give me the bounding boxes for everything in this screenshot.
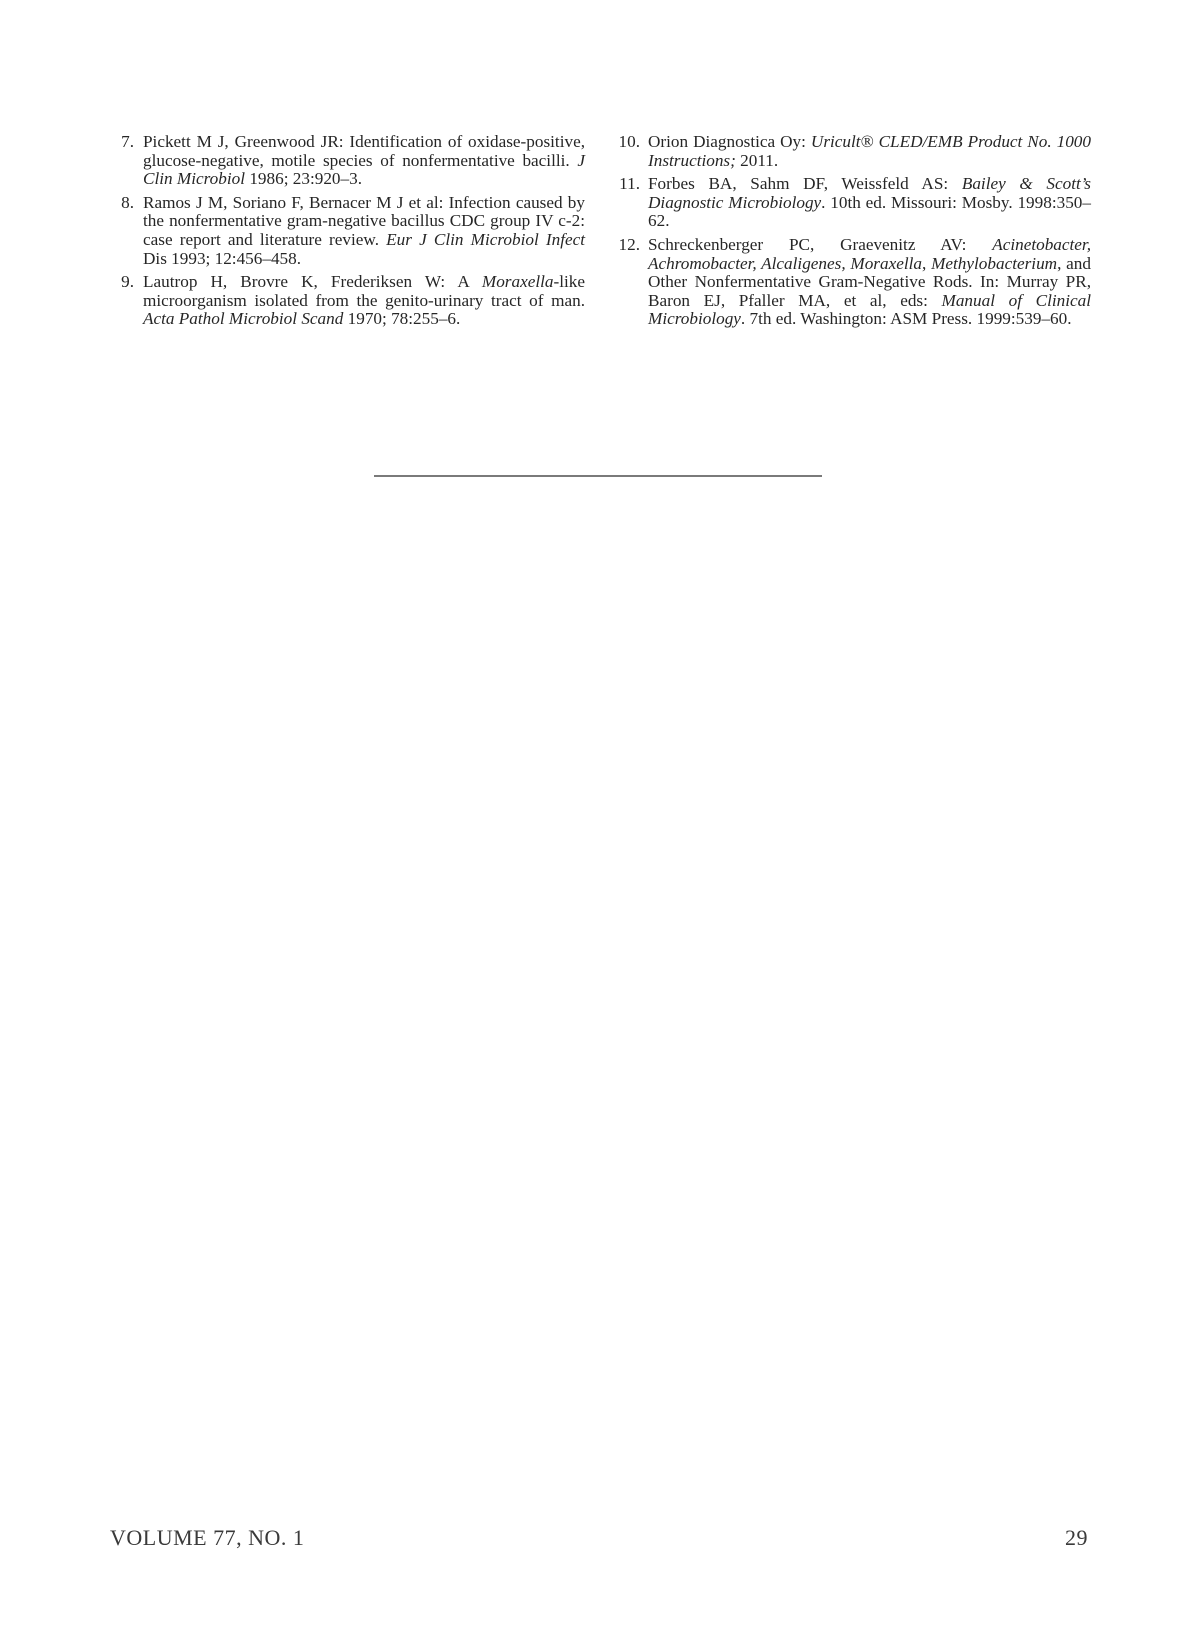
reference-number: 10. bbox=[618, 132, 640, 151]
reference-segment: 1970; 78:255–6. bbox=[343, 309, 461, 329]
reference-segment: , and Other Nonfermentative Gram-Negative Rods. In: Murray PR, Baron EJ, Pfaller MA, et al, eds: bbox=[648, 253, 1091, 310]
reference-text bbox=[143, 132, 585, 188]
reference-segment: . 7th ed. Washington: ASM Press. 1999:539–60. bbox=[740, 309, 1072, 329]
reference-segment: Schreckenberger PC, Graevenitz AV: bbox=[648, 234, 993, 254]
reference-segment: , bbox=[922, 253, 932, 273]
reference-number: 7. bbox=[121, 132, 134, 151]
reference-segment: -like microorganism isolated from the genito-urinary tract of man. bbox=[143, 272, 585, 310]
reference-text bbox=[648, 132, 1091, 170]
reference-segment: Pickett M J, Greenwood JR: Identification of oxidase-positive, glucose-negative, motile species of nonfermentative bacilli. bbox=[143, 132, 585, 170]
reference-number: 12. bbox=[618, 234, 640, 254]
reference-segment: Orion Diagnostica Oy: bbox=[648, 132, 811, 151]
reference-segment: 1986; 23:920–3. bbox=[245, 169, 362, 189]
reference-item bbox=[612, 236, 1091, 329]
reference-segment: Lautrop H, Brovre K, Frederiksen W: A bbox=[143, 272, 482, 292]
section-divider bbox=[374, 475, 822, 477]
reference-italic-segment: Uricult® CLED/EMB Product No. 1000 Instructions; bbox=[648, 132, 1091, 170]
reference-item bbox=[612, 175, 1091, 231]
reference-italic-segment: J Clin Microbiol bbox=[143, 150, 585, 189]
reference-italic-segment: Methylobacterium bbox=[931, 253, 1058, 273]
reference-segment: Dis 1993; 12:456–458. bbox=[143, 248, 302, 268]
reference-item bbox=[110, 133, 585, 189]
reference-italic-segment: Bailey & Scott’s Diagnostic Microbiology bbox=[648, 174, 1091, 212]
reference-text bbox=[648, 174, 1091, 230]
reference-italic-segment: Manual of Clinical Microbiology bbox=[648, 290, 1091, 329]
footer-journal-volume: VOLUME 77, NO. 1 bbox=[110, 1525, 305, 1550]
references-right-column bbox=[612, 133, 1091, 334]
reference-italic-segment: Acta Pathol Microbiol Scand bbox=[143, 309, 344, 329]
reference-item bbox=[110, 194, 585, 268]
reference-text bbox=[143, 193, 585, 268]
reference-italic-segment: Acinetobacter, Achromobacter, Alcaligenes, Moraxella bbox=[648, 234, 1091, 273]
reference-number: 11. bbox=[619, 174, 640, 194]
reference-number: 8. bbox=[121, 192, 134, 212]
reference-italic-segment: Moraxella bbox=[481, 272, 554, 292]
reference-text bbox=[143, 272, 585, 328]
reference-item bbox=[612, 133, 1091, 170]
reference-item bbox=[110, 273, 585, 329]
reference-segment: Forbes BA, Sahm DF, Weissfeld AS: bbox=[648, 174, 962, 194]
reference-segment: Ramos J M, Soriano F, Bernacer M J et al: Infection caused by the nonfermentative gram-negative bacillus CDC group IV c-2: case report and literature review. bbox=[143, 192, 585, 249]
reference-italic-segment: Eur J Clin Microbiol Infect bbox=[386, 229, 585, 249]
footer-page-number: 29 bbox=[1065, 1525, 1088, 1550]
reference-text bbox=[648, 235, 1091, 328]
reference-number: 9. bbox=[121, 272, 134, 292]
references-left-column bbox=[110, 133, 585, 334]
reference-segment: . 10th ed. Missouri: Mosby. 1998:350–62. bbox=[648, 192, 1091, 231]
reference-segment: 2011. bbox=[735, 150, 779, 170]
